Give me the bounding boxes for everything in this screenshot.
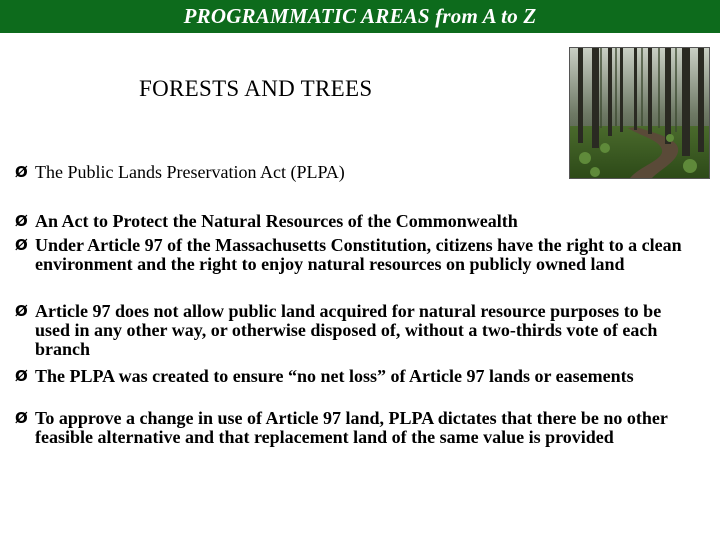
arrow-bullet-icon: Ø [15,163,28,181]
bullet-item [0,367,700,386]
header-banner [0,0,720,33]
arrow-bullet-icon: Ø [15,236,28,254]
bullet-text: To approve a change in use of Article 97 land, PLPA dictates that there be no other feasible alternative and that replacement land of the same value is provided [35,408,668,447]
bullet-item [0,409,700,447]
bullet-item [0,302,700,359]
arrow-bullet-icon: Ø [15,367,28,385]
forest-path-photo [569,47,710,179]
bullet-text: The PLPA was created to ensure “no net loss” of Article 97 lands or easements [35,366,634,386]
forest-photo-illustration [570,48,709,178]
arrow-bullet-icon: Ø [15,302,28,320]
slide-heading: FORESTS AND TREES [139,76,373,101]
bullet-item [0,236,700,274]
intro-bullet-text: The Public Lands Preservation Act (PLPA) [35,162,345,182]
intro-bullet [0,163,700,182]
header-title: PROGRAMMATIC AREAS from A to Z [183,4,537,28]
arrow-bullet-icon: Ø [15,409,28,427]
bullet-text: Article 97 does not allow public land acquired for natural resource purposes to be used in any other way, or otherwise disposed of, without a two-thirds vote of each branch [35,301,662,359]
arrow-bullet-icon: Ø [15,212,28,230]
bullet-text: Under Article 97 of the Massachusetts Constitution, citizens have the right to a clean environment and the right to enjoy natural resources on publicly owned land [35,235,682,274]
bullet-item [0,212,700,231]
bullet-text: An Act to Protect the Natural Resources of the Commonwealth [35,211,518,231]
